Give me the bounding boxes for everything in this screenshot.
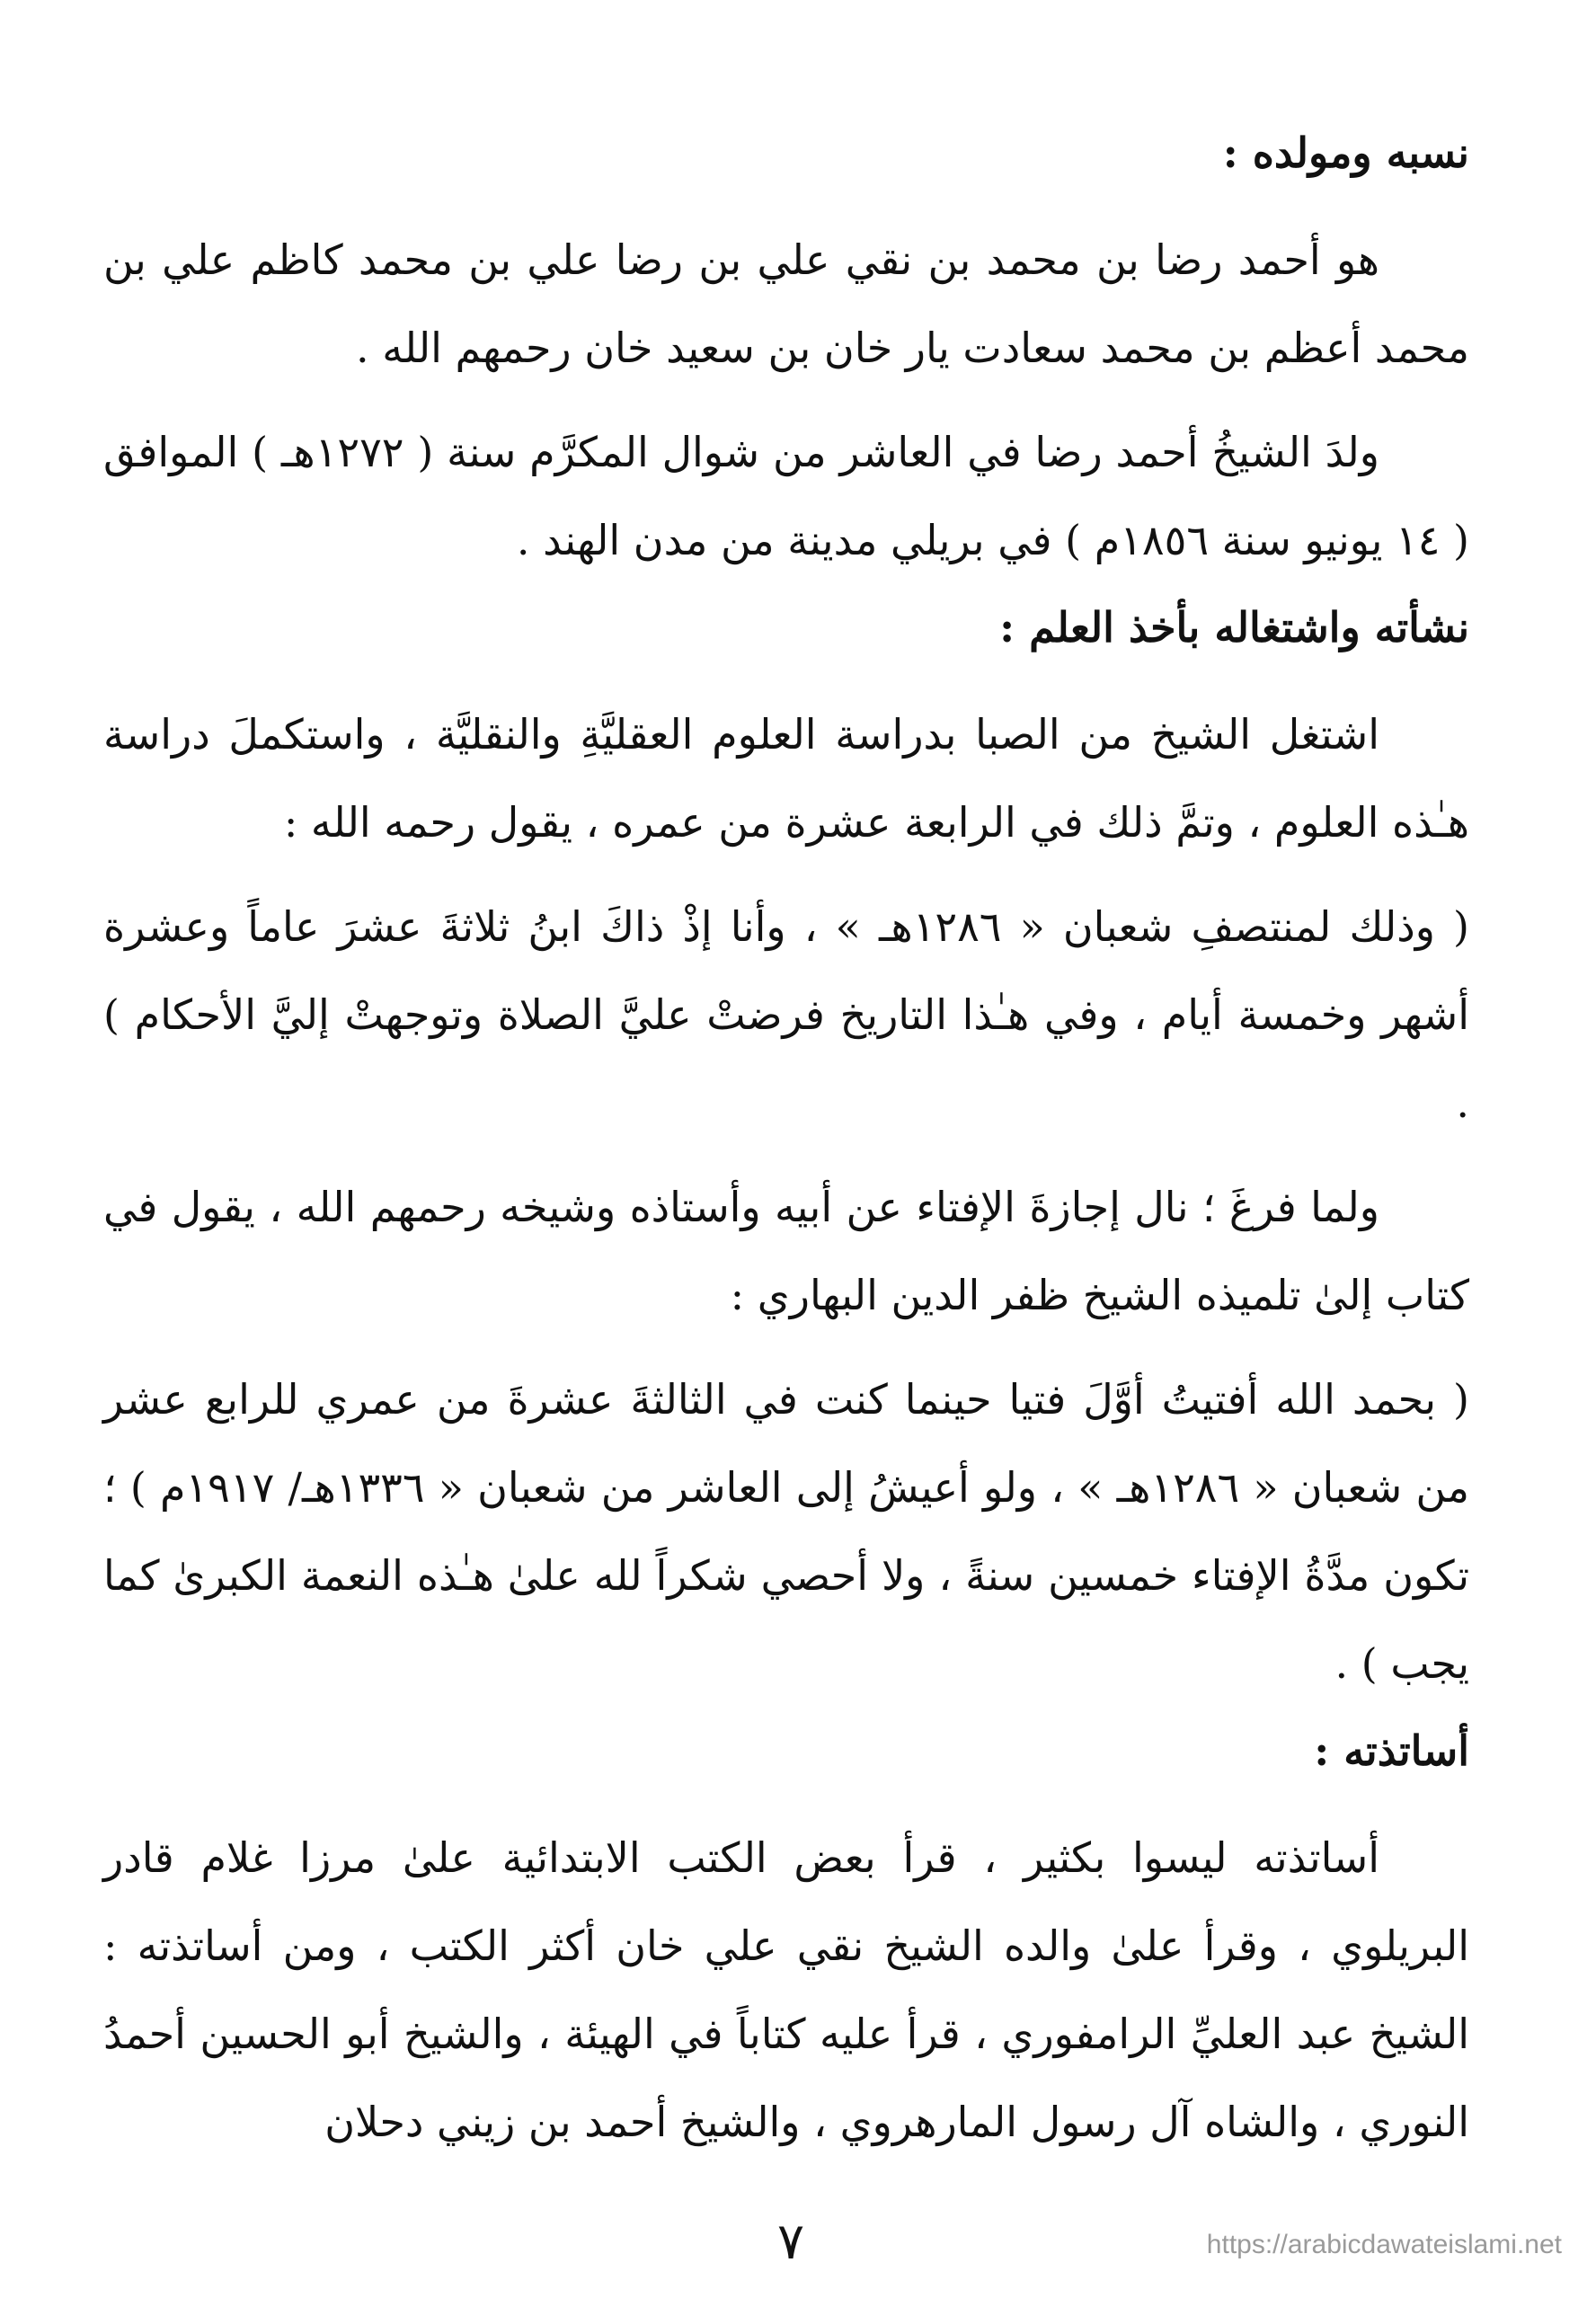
paragraph-quote-fatwa: ( بحمد الله أفتيتُ أوَّلَ فتيا حينما كنت في الثالثةَ عشرةَ من عمري للرابع عشر من شعبان « ١٢٨٦هـ » ، ولو أعيشُ إلى العاشر من شعبان « ١٣٣٦هـ/ ١٩١٧م ) ؛ تكون مدَّةُ الإفتاء خمسين سنةً ، ولا أحصي شكراً لله علىٰ هـٰذه النعمة الكبرىٰ كما يجب ) . [103,1375,1470,1688]
paragraph-lineage: هو أحمد رضا بن محمد بن نقي علي بن رضا علي بن محمد كاظم علي بن محمد أعظم بن محمد سعادت يار خان بن سعيد خان رحمهم الله . [103,235,1469,372]
page-number: ٧ [776,2213,805,2271]
paragraph-quote-shaban: ( وذلك لمنتصفِ شعبان « ١٢٨٦هـ » ، وأنا إذْ ذاكَ ابنُ ثلاثةَ عشرَ عاماً وعشرة أشهر وخمسة أيام ، وفي هـٰذا التاريخ فرضتْ عليَّ الصلاة وتوجهتْ إليَّ الأحكام ) . [103,902,1469,1127]
watermark-url: https://arabicdawateislami.net [1206,2230,1562,2259]
paragraph-study: اشتغل الشيخ من الصبا بدراسة العلوم العقليَّةِ والنقليَّة ، واستكملَ دراسة هـٰذه العلوم ، وتمَّ ذلك في الرابعة عشرة من عمره ، يقول رحمه الله : [103,710,1469,847]
paragraph-birth: ولدَ الشيخُ أحمد رضا في العاشر من شوال المكرَّم سنة ( ١٢٧٢هـ ) الموافق ( ١٤ يونيو سنة ١٨٥٦م ) في بريلي مدينة من مدن الهند . [103,428,1469,564]
paragraph-teachers: أساتذته ليسوا بكثير ، قرأ بعض الكتب الابتدائية علىٰ مرزا غلام قادر البريلوي ، وقرأ علىٰ والده الشيخ نقي علي خان أكثر الكتب ، ومن أساتذته : الشيخ عبد العليِّ الرامفوري ، قرأ عليه كتاباً في الهيئة ، والشيخ أبو الحسين أحمدُ النوري ، والشاه آل رسول المارهروي ، والشيخ أحمد بن زيني دحلان [103,1833,1469,2146]
section-heading-upbringing: نشأته واشتغاله بأخذ العلم : [999,603,1469,652]
section-heading-teachers: أساتذته : [1314,1726,1469,1775]
text-body [103,126,1469,2166]
paragraph-ijaza: ولما فرغَ ؛ نال إجازةَ الإفتاء عن أبيه وأستاذه وشيخه رحمهم الله ، يقول في كتاب إلىٰ تلميذه الشيخ ظفر الدين البهاري : [103,1183,1469,1319]
section-heading-lineage: نسبه ومولده : [1222,129,1469,177]
